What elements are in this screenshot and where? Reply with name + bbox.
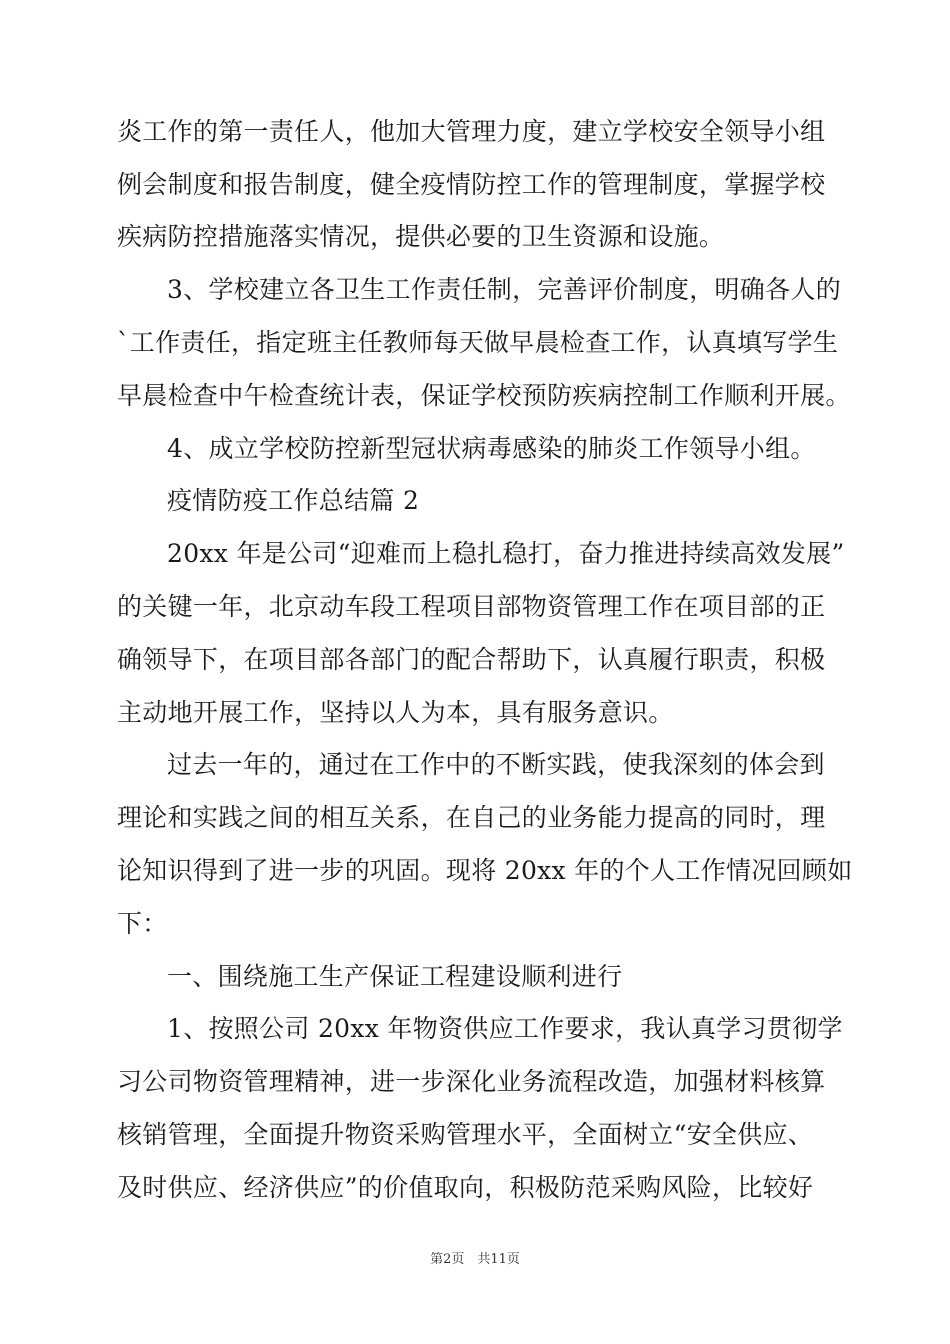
text-line: 20xx 年是公司“迎难而上稳扎稳打，奋力推进持续高效发展” xyxy=(167,539,845,568)
text-line: 及时供应、经济供应”的价值取向，积极防范采购风险，比较好 xyxy=(117,1173,814,1202)
text-line: 下： xyxy=(117,909,168,938)
text-line: 主动地开展工作，坚持以人为本，具有服务意识。 xyxy=(117,698,674,727)
text-line: 早晨检查中午检查统计表，保证学校预防疾病控制工作顺利开展。 xyxy=(117,381,851,410)
text-line: 3、学校建立各卫生工作责任制，完善评价制度，明确各人的 xyxy=(167,275,842,304)
text-line: 论知识得到了进一步的巩固。现将 20xx 年的个人工作情况回顾如 xyxy=(117,856,853,885)
text-line: 4、成立学校防控新型冠状病毒感染的肺炎工作领导小组。 xyxy=(167,434,816,463)
text-line: 习公司物资管理精神，进一步深化业务流程改造，加强材料核算 xyxy=(117,1067,826,1096)
page-number: 第2页 共11页 xyxy=(430,1252,520,1267)
text-line: `工作责任，指定班主任教师每天做早晨检查工作，认真填写学生 xyxy=(117,328,839,357)
section-heading: 一、围绕施工生产保证工程建设顺利进行 xyxy=(167,962,623,991)
text-line: 疾病防控措施落实情况，提供必要的卫生资源和设施。 xyxy=(117,222,725,251)
text-line: 过去一年的，通过在工作中的不断实践，使我深刻的体会到 xyxy=(167,750,825,779)
text-line: 核销管理，全面提升物资采购管理水平，全面树立“安全供应、 xyxy=(117,1120,814,1149)
text-line: 炎工作的第一责任人，他加大管理力度，建立学校安全领导小组 xyxy=(117,117,826,146)
text-line: 的关键一年，北京动车段工程项目部物资管理工作在项目部的正 xyxy=(117,592,826,621)
text-line: 确领导下，在项目部各部门的配合帮助下，认真履行职责，积极 xyxy=(117,645,826,674)
section-heading: 疫情防疫工作总结篇 2 xyxy=(167,486,420,515)
text-line: 例会制度和报告制度，健全疫情防控工作的管理制度，掌握学校 xyxy=(117,170,826,199)
text-line: 1、按照公司 20xx 年物资供应工作要求，我认真学习贯彻学 xyxy=(167,1014,843,1043)
text-line: 理论和实践之间的相互关系，在自己的业务能力提高的同时，理 xyxy=(117,803,826,832)
